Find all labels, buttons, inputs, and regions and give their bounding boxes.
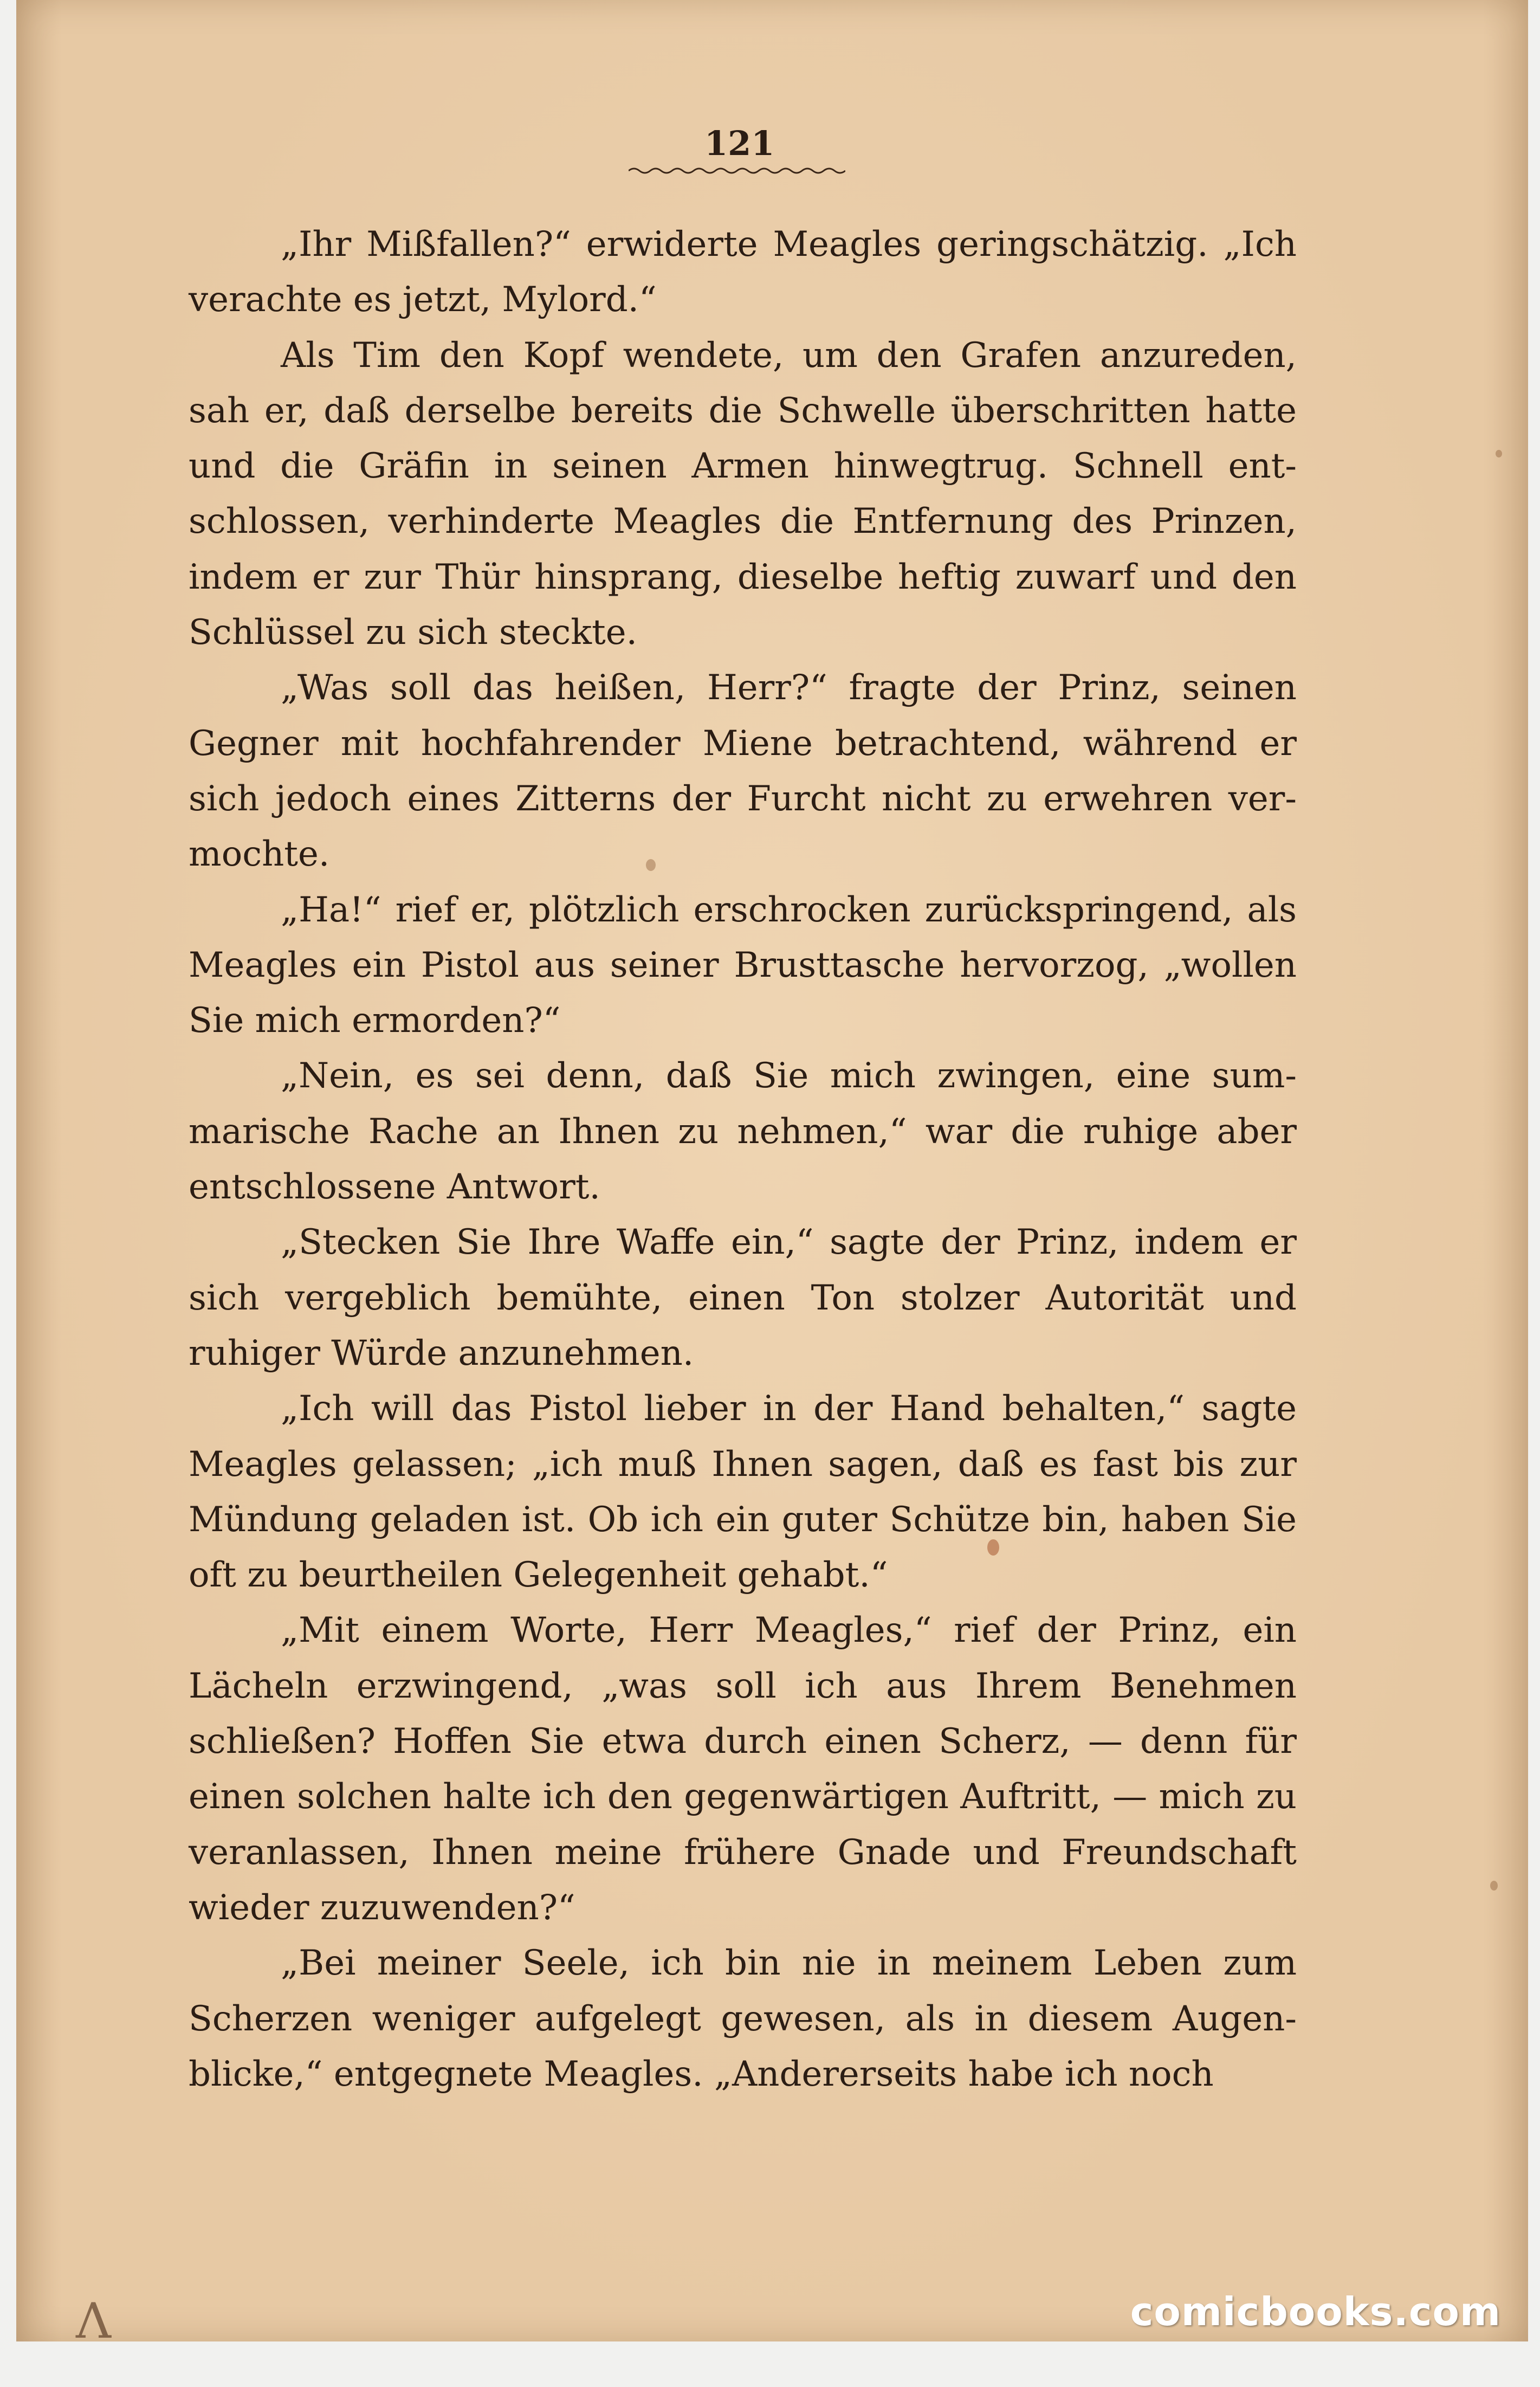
paragraph: „Mit einem Worte, Herr Meagles,“ rief der Prinz, ein Lächeln erzwingend, „was soll ich aus Ihrem Benehmen schließen? Hoffen Sie etwa durch einen Scherz, — denn für einen solchen halte ich den gegenwärtigen Auftritt, — mich zu veranlassen, Ihnen meine frühere Gnade und Freundschaft wieder zuzuwenden?“ (189, 1610, 1297, 1928)
paragraph: Als Tim den Kopf wendete, um den Grafen anzureden, sah er, daß derselbe bereits die Schwelle überschritten hatte und die Gräfin in seinen Armen hinwegtrug. Schnell entschlossen, verhinderte Meagles die Entfernung des Prinzen, indem er zur Thür hinsprang, dieselbe heftig zuwarf und den Schlüssel zu sich steckte. (189, 335, 1297, 653)
paragraph: „Was soll das heißen, Herr?“ fragte der Prinz, seinen Gegner mit hochfahrender Miene betrachtend, während er sich jedoch eines Zitterns der Furcht nicht zu erwehren vermochte. (189, 668, 1297, 875)
decorative-rule (629, 165, 845, 176)
paragraph: „Ihr Mißfallen?“ erwiderte Meagles geringschätzig. „Ich verachte es jetzt, Mylord.“ (189, 224, 1297, 320)
corner-mark: Λ (76, 2293, 111, 2350)
paper-stain (987, 1539, 999, 1556)
paper-stain (646, 859, 656, 871)
body-text (189, 217, 1297, 2102)
paragraph: „Stecken Sie Ihre Waffe ein,“ sagte der Prinz, indem er sich vergeblich bemühte, einen Ton stolzer Autorität und ruhiger Würde anzunehmen. (189, 1222, 1297, 1373)
paper-stain (1496, 450, 1502, 457)
paragraph: „Bei meiner Seele, ich bin nie in meinem Leben zum Scherzen weniger aufgelegt gewesen, als in diesem Augenblicke,“ entgegnete Meagles. „Andererseits habe ich noch (189, 1943, 1297, 2094)
paragraph: „Nein, es sei denn, daß Sie mich zwingen, eine summarische Rache an Ihnen zu nehmen,“ war die ruhige aber entschlossene Antwort. (189, 1056, 1297, 1208)
paper-stain (1490, 1881, 1498, 1891)
book-page (16, 0, 1528, 2350)
paragraph: „Ha!“ rief er, plötzlich erschrocken zurückspringend, als Meagles ein Pistol aus seiner Brusttasche hervorzog, „wollen Sie mich ermorden?“ (189, 889, 1297, 1041)
paragraph: „Ich will das Pistol lieber in der Hand behalten,“ sagte Meagles gelassen; „ich muß Ihnen sagen, daß es fast bis zur Mündung geladen ist. Ob ich ein guter Schütze bin, haben Sie oft zu beurtheilen Gelegenheit gehabt.“ (189, 1389, 1297, 1596)
page-number: 121 (704, 124, 775, 163)
watermark-logo: comicbooks.com (1130, 2289, 1501, 2334)
